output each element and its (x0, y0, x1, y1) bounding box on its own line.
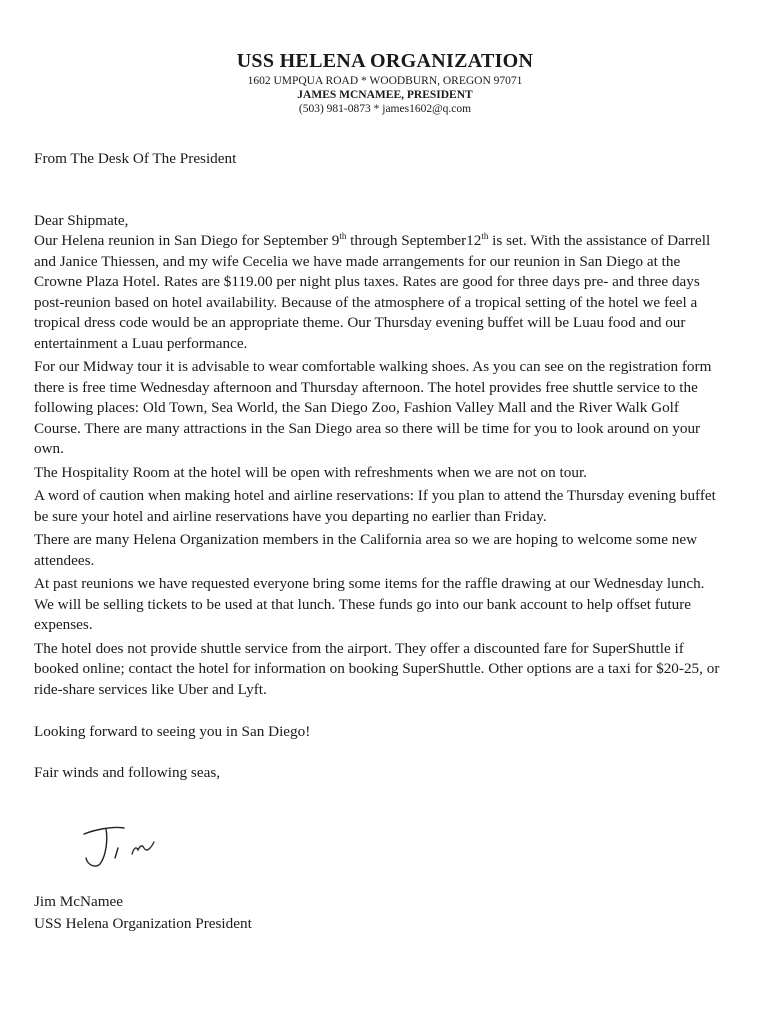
contact-line: (503) 981-0873 * james1602@q.com (298, 103, 472, 115)
organization-address: 1602 UMPQUA ROAD * WOODBURN, OREGON 97071 (247, 75, 523, 87)
paragraph-reunion-part-3: is set. With the assistance of Darrell and Janice Thiessen, and my wife Cecelia we have made arrangements for our reunion in San Diego at the Crowne Plaza Hotel. Rates are $119.00 per night plus taxes. Rates are good for three days pre- and three days post-reunion based on hotel availability. Because of the atmosphere of a tropical setting of the hotel we feel a tropical dress code would be an appropriate theme. Our Thursday evening buffet will be Luau food and our entertainment a Luau performance. (34, 232, 711, 352)
paragraph-reunion-part-1: Our Helena reunion in San Diego for September 9 (34, 232, 340, 249)
paragraph-airport-shuttle: The hotel does not provide shuttle service from the airport. They offer a discounted fare for SuperShuttle if booked online; contact the hotel for information on booking SuperShuttle. Other options are a taxi for $20-25, or ride-share services like Uber and Lyft. (34, 639, 720, 698)
paragraph-california-members: There are many Helena Organization members in the California area so we are hoping to welcome some new attendees. (34, 531, 698, 569)
from-desk-line: From The Desk Of The President (34, 150, 237, 167)
closing-line: Looking forward to seeing you in San Diego! (34, 723, 311, 740)
paragraph-reservations-caution: A word of caution when making hotel and airline reservations: If you plan to attend the Thursday evening buffet be sure your hotel and airline reservations have you departing no earlier than Friday. (34, 487, 716, 525)
greeting: Dear Shipmate, (34, 211, 129, 229)
signer-name: Jim McNamee (34, 893, 123, 910)
handwritten-signature (72, 818, 182, 878)
signer-title: USS Helena Organization President (34, 915, 252, 932)
president-line: JAMES MCNAMEE, PRESIDENT (297, 89, 473, 101)
signoff: Fair winds and following seas, (34, 763, 221, 781)
paragraph-hospitality-room: The Hospitality Room at the hotel will be open with refreshments when we are not on tour. (34, 463, 587, 481)
ordinal-suffix: th (339, 230, 347, 241)
paragraph-raffle: At past reunions we have requested everyone bring some items for the raffle drawing at our Wednesday lunch. We will be selling tickets to be used at that lunch. These funds go into our bank account to help offset future expenses. (34, 575, 705, 633)
organization-name: USS HELENA ORGANIZATION (236, 50, 534, 72)
ordinal-suffix: th (481, 230, 489, 241)
paragraph-reunion (34, 231, 724, 354)
letter-body (34, 149, 724, 786)
letterhead (0, 50, 770, 116)
paragraph-reunion-part-2: through September12 (346, 232, 482, 249)
paragraph-midway-tour: For our Midway tour it is advisable to wear comfortable walking shoes. As you can see on the registration form there is free time Wednesday afternoon and Thursday afternoon. The hotel provides free shuttle service to the following places: Old Town, Sea World, the San Diego Zoo, Fashion Valley Mall and the River Walk Golf Course. There are many attractions in the San Diego area so there will be time for you to look around on your own. (34, 358, 712, 457)
